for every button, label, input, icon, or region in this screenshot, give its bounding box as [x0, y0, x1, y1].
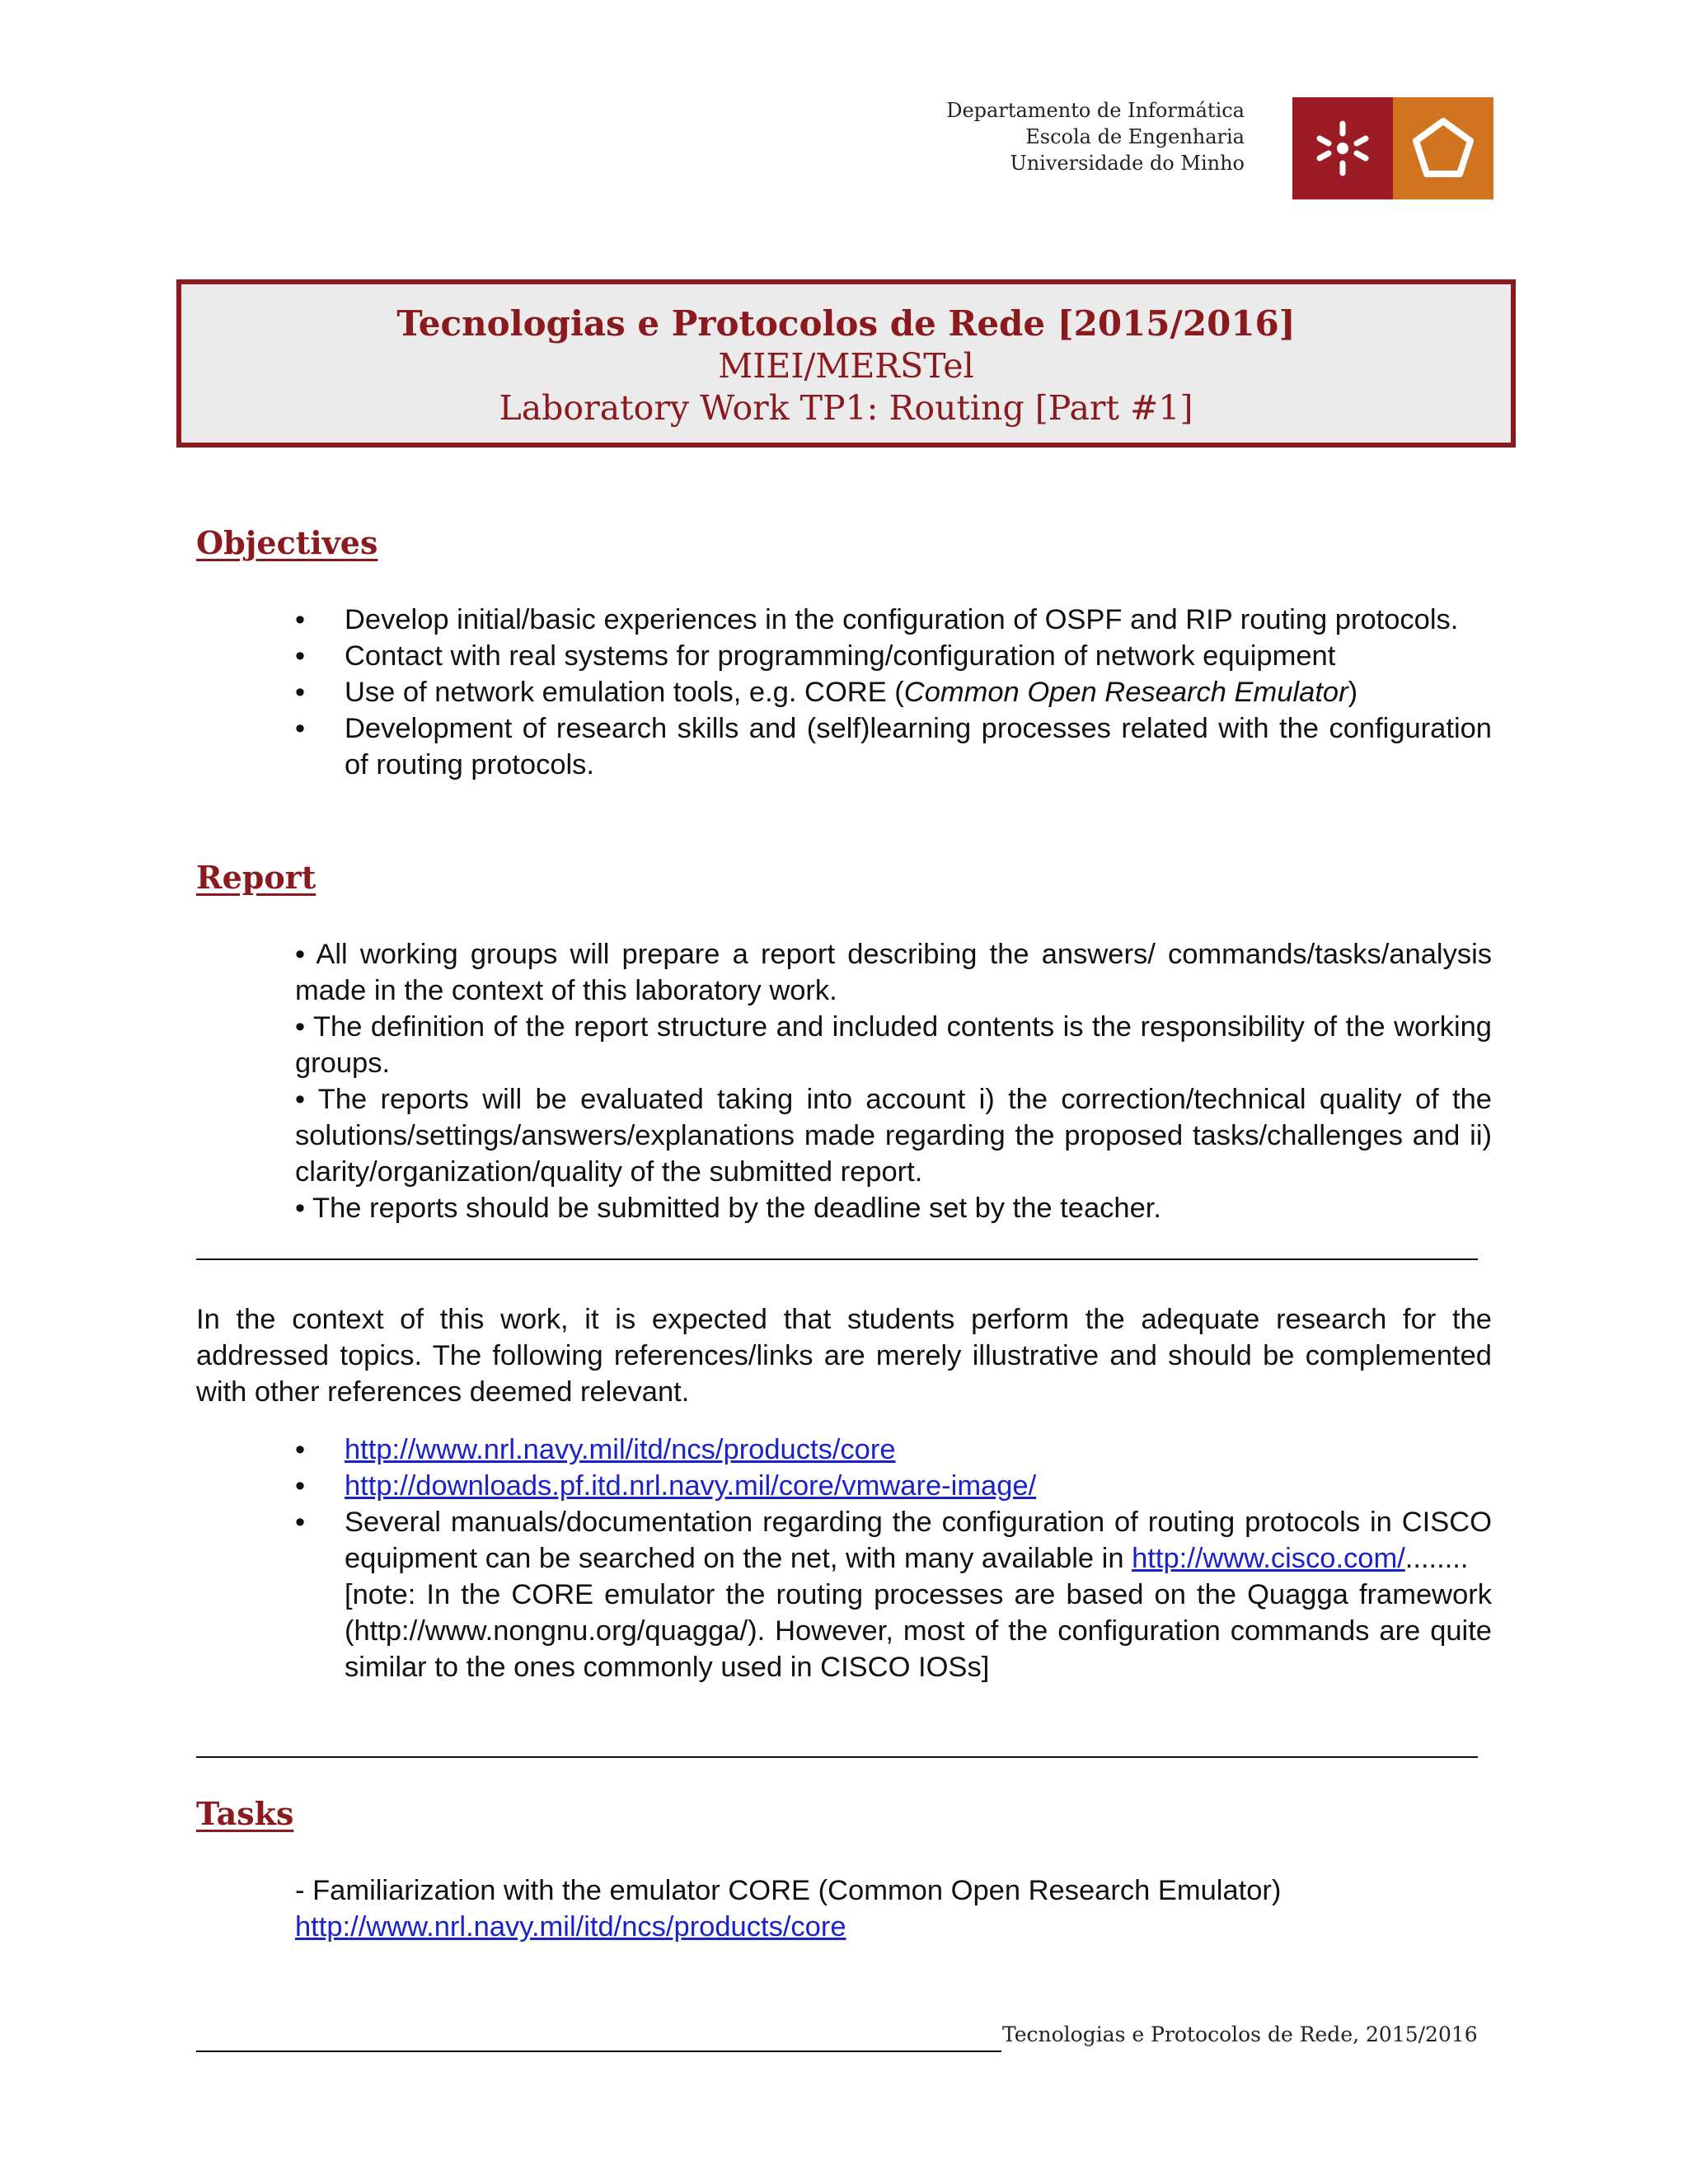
footer-rule [196, 2050, 1001, 2052]
logo-star-icon [1292, 97, 1393, 199]
task-item: - Familiarization with the emulator CORE (Common Open Research Emulator) [295, 1875, 1282, 1906]
cisco-link[interactable]: http://www.cisco.com/ [1132, 1543, 1405, 1574]
report-list [295, 936, 1492, 1226]
lab-work-title: Laboratory Work TP1: Routing [Part #1] [499, 388, 1193, 428]
tasks-heading: Tasks [196, 1795, 294, 1832]
references-intro: In the context of this work, it is expected that students perform the adequate research for the addressed topics. The following references/links are merely illustrative and should be complemented with other references deemed relevant. [196, 1304, 1492, 1408]
department-header [946, 97, 1245, 176]
list-item: • Contact with real systems for programming/configuration of network equipment [295, 638, 1492, 674]
task-core-link[interactable]: http://www.nrl.navy.mil/itd/ncs/products/core [295, 1911, 846, 1943]
title-box [176, 279, 1516, 448]
course-title: Tecnologias e Protocolos de Rede [2015/2016] [396, 303, 1296, 344]
list-item: • All working groups will prepare a report describing the answers/ commands/tasks/analysis made in the context of this laboratory work. [295, 939, 1492, 1006]
vmware-image-link[interactable]: http://downloads.pf.itd.nrl.navy.mil/core/vmware-image/ [345, 1470, 1037, 1502]
list-item [295, 1504, 1492, 1577]
list-item: • The reports will be evaluated taking into account i) the correction/technical quality of the solutions/settings/answers/explanations made regarding the proposed tasks/challenges and ii) clarity/organization/quality of the submitted report. [295, 1084, 1492, 1188]
list-item [295, 1468, 1492, 1504]
list-item: • The reports should be submitted by the deadline set by the teacher. [295, 1193, 1161, 1224]
references-list [295, 1432, 1492, 1685]
item-text: ) [1348, 677, 1358, 708]
footer-text: Tecnologias e Protocolos de Rede, 2015/2016 [1002, 2022, 1478, 2046]
item-text: Several manuals/documentation regarding the configuration of routing protocols in CISCO equipment can be searched on the net, with many available in [345, 1507, 1492, 1574]
tasks-list [295, 1872, 1492, 1945]
university-logo [1292, 97, 1493, 199]
divider [196, 1756, 1478, 1758]
list-item [295, 1432, 1492, 1468]
item-italic-text: Common Open Research Emulator [903, 677, 1348, 708]
list-item: • Develop initial/basic experiences in the configuration of OSPF and RIP routing protocols. [295, 602, 1492, 638]
note-text: [note: In the CORE emulator the routing processes are based on the Quagga framework (http://www.nongnu.org/quagga/). However, most of the configuration commands are quite similar to the ones commonly used in CISCO IOSs] [345, 1579, 1492, 1683]
list-item [295, 674, 1492, 710]
course-program: MIEI/MERSTel [718, 346, 974, 386]
item-text: Use of network emulation tools, e.g. CORE ( [345, 677, 904, 708]
school-line: Escola de Engenharia [1025, 125, 1245, 148]
objectives-heading: Objectives [196, 524, 378, 561]
report-heading: Report [196, 859, 316, 896]
core-link[interactable]: http://www.nrl.navy.mil/itd/ncs/products/core [345, 1434, 896, 1465]
list-item: • Development of research skills and (self)learning processes related with the configuration of routing protocols. [295, 710, 1492, 783]
objectives-list [295, 602, 1492, 783]
logo-pentagon-icon [1393, 97, 1493, 199]
dept-line: Departamento de Informática [946, 99, 1245, 122]
task-link-row [295, 1909, 1492, 1945]
ellipsis: ........ [1404, 1543, 1469, 1574]
list-item: • The definition of the report structure and included contents is the responsibility of the working groups. [295, 1011, 1492, 1079]
divider [196, 1258, 1478, 1260]
university-line: Universidade do Minho [1010, 152, 1245, 175]
